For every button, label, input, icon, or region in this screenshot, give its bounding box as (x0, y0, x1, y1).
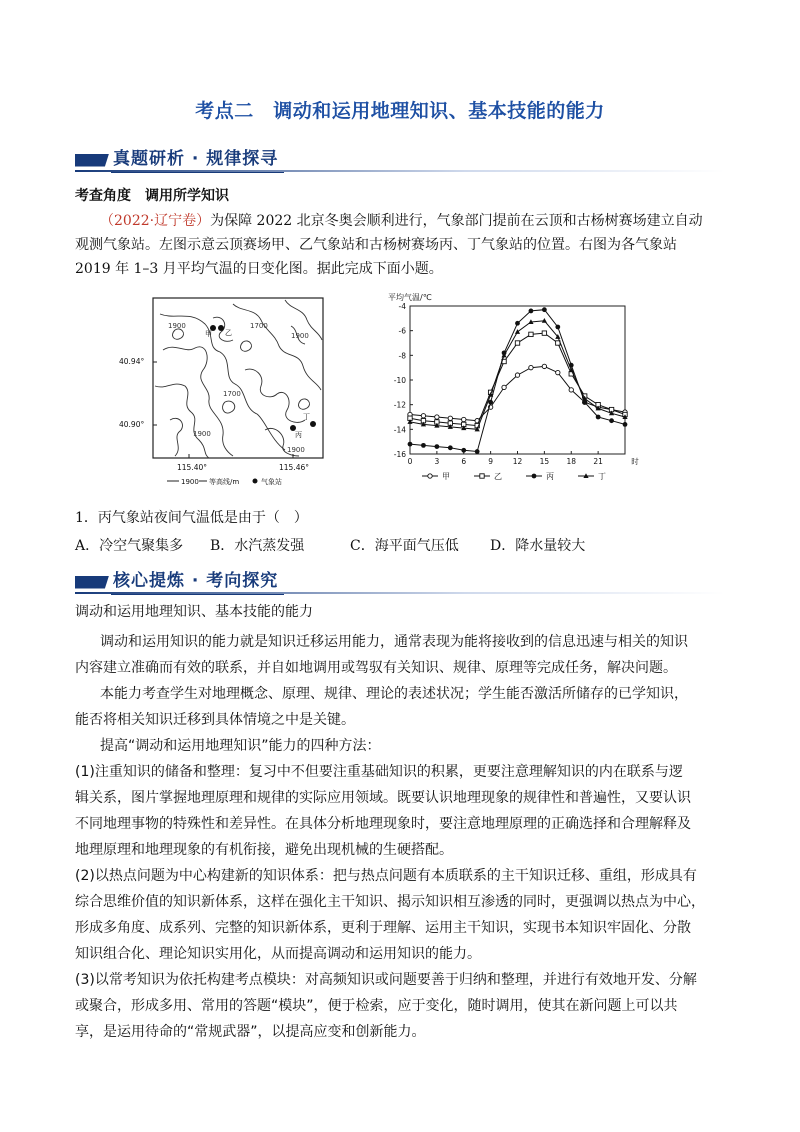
legend-station-text: 气象站 (261, 478, 282, 486)
legend-label: 丁 (598, 472, 606, 481)
data-point (435, 415, 439, 419)
y-tick-label: -16 (393, 450, 406, 459)
data-point (529, 332, 533, 336)
legend-contour-value: 1900 (181, 478, 199, 486)
x-tick-label: 18 (566, 457, 577, 466)
method2-line-2: 综合思维价值的知识新体系，这样在强化主干知识、揭示知识相互渗透的同时，更强调以热点为中心， (75, 894, 705, 910)
para3: 提高“调动和运用地理知识”能力的四种方法： (100, 738, 381, 754)
method1-line-1: (1)注重知识的储备和整理：复习中不但要注重基础知识的积累，更要注意理解知识的内在联系与逻 (75, 764, 683, 780)
contour-label: 1700 (223, 390, 241, 398)
para1-line-1: 调动和运用知识的能力就是知识迁移运用能力，通常表现为能将接收到的信息迅速与相关的知识 (100, 634, 688, 650)
question-stem: 1．丙气象站夜间气温低是由于（ ） (75, 510, 308, 526)
para2-line-2: 能否将相关知识迁移到具体情境之中是关键。 (75, 712, 355, 728)
data-point (529, 309, 534, 314)
method2-line-3: 形成多角度、成系列、完整的知识新体系，更利于理解、运用主干知识，实现书本知识牢固化、分散 (75, 920, 691, 936)
data-point (515, 329, 520, 334)
legend-label: 甲 (442, 472, 450, 481)
method1-line-2: 辑关系，图片掌握地理原理和规律的实际应用领域。既要认识地理现象的规律性和普遍性，又要认识 (75, 790, 691, 806)
section2-subtitle: 调动和运用地理知识、基本技能的能力 (75, 604, 313, 620)
data-point (515, 373, 519, 377)
data-point (502, 385, 506, 389)
data-point (515, 341, 519, 345)
data-point (582, 400, 587, 405)
y-tick-label: -4 (398, 302, 406, 311)
data-point (488, 400, 493, 405)
station-yi-marker (218, 325, 224, 331)
data-point (448, 445, 453, 450)
exam-angle: 考查角度 调用所学知识 (75, 188, 229, 204)
contour-label: 1700 (250, 322, 268, 330)
data-point (408, 442, 413, 447)
data-point (421, 414, 425, 418)
station-bing-label: 丙 (295, 431, 302, 439)
section-bar-decoration (75, 576, 109, 589)
station-ding-label: 丁 (303, 413, 310, 421)
data-point (448, 416, 452, 420)
method2-line-1: (2)以热点问题为中心构建新的知识体系：把与热点问题有本质联系的主干知识迁移、重组，形成具有 (75, 868, 697, 884)
y-tick-label: -14 (393, 425, 406, 435)
chart-frame (410, 306, 625, 454)
data-point (529, 365, 533, 369)
x-tick-label: 3 (434, 457, 440, 466)
method3-line-1: (3)以常考知识为依托构建考点模块：对高频知识或问题要善于归纳和整理，并进行有效地开发、分解 (75, 972, 697, 988)
x-tick-label: 15 (539, 457, 550, 466)
station-ding-marker (310, 421, 316, 427)
data-point (461, 448, 466, 453)
data-point (475, 449, 480, 454)
temperature-chart (380, 288, 640, 494)
data-point (569, 388, 573, 392)
section-divider (75, 170, 725, 172)
data-point (623, 422, 628, 427)
chart-legend (422, 472, 606, 481)
y-tick-label: -8 (398, 351, 406, 361)
legend-marker (428, 474, 432, 478)
data-point (542, 364, 546, 368)
option-b: B．水汽蒸发强 (210, 538, 305, 554)
intro-line-2: 观测气象站。左图示意云顶赛场甲、乙气象站和古杨树赛场丙、丁气象站的位置。右图为各气象站 (75, 237, 677, 253)
lat-label: 40.90° (119, 420, 145, 429)
option-c: C．海平面气压低 (350, 538, 459, 554)
station-jia-label: 甲 (205, 330, 212, 338)
intro-line-3: 2019 年 1–3 月平均气温的日变化图。据此完成下面小题。 (75, 261, 443, 277)
data-point (542, 331, 546, 335)
legend-label: 乙 (494, 472, 502, 481)
data-point (421, 443, 426, 448)
data-point (609, 418, 614, 423)
legend-station-marker (253, 479, 258, 484)
para1-line-2: 内容建立准确而有效的联系，并自如地调用或驾驭有关知识、规律、原理等完成任务，解决问题。 (75, 660, 677, 676)
legend-marker (480, 474, 484, 478)
station-yi-label: 乙 (225, 329, 232, 337)
method1-line-3: 不同地理事物的特殊性和差异性。在具体分析地理现象时，要注意地理原理的正确选择和合理解释及 (75, 816, 691, 832)
data-point (556, 370, 560, 374)
section-heading-label: 核心提炼 · 考向探究 (111, 570, 284, 595)
legend-contour-text: 等高线/m (209, 478, 240, 486)
chart-ylabel: 平均气温/℃ (388, 293, 432, 302)
topographic-map (115, 290, 345, 490)
data-point (555, 325, 560, 330)
x-tick-label: 6 (461, 457, 467, 466)
x-tick-label: 时 (631, 457, 639, 466)
intro-line-1 (100, 211, 703, 231)
question-source: （2022·辽宁卷） (100, 213, 211, 229)
section-heading-label: 真题研析 · 规律探寻 (111, 148, 284, 173)
y-tick-label: -10 (393, 376, 406, 385)
contour-label: 1900 (287, 446, 305, 454)
y-tick-label: -12 (393, 400, 406, 410)
lon-label: 115.40° (177, 463, 207, 472)
data-point (596, 415, 601, 420)
contour-label: 1900 (168, 322, 186, 330)
lon-label: 115.46° (279, 463, 309, 472)
x-tick-label: 9 (488, 457, 494, 466)
data-point (515, 321, 520, 326)
para2-line-1: 本能力考查学生对地理概念、原理、规律、理论的表述状况；学生能否激活所储存的已学知识， (100, 686, 688, 702)
data-point (434, 444, 439, 449)
intro-text-1: 为保障 2022 北京冬奥会顺利进行，气象部门提前在云顶和古杨树赛场建立自动 (210, 213, 703, 229)
section-bar-decoration (75, 154, 109, 167)
contour-label: 1900 (291, 332, 309, 340)
y-tick-label: -6 (398, 326, 406, 336)
option-d: D．降水量较大 (490, 538, 586, 554)
x-axis (408, 451, 640, 466)
method3-line-3: 享，是运用待命的“常规武器”，以提高应变和创新能力。 (75, 1024, 426, 1040)
lat-label: 40.94° (119, 357, 145, 366)
section-heading-core (75, 570, 284, 594)
data-point (542, 318, 547, 323)
method2-line-4: 知识组合化、理论知识实用化，从而提高调动和运用知识的能力。 (75, 946, 481, 962)
x-tick-label: 12 (512, 457, 523, 466)
legend-marker (532, 474, 537, 479)
page-title: 考点二 调动和运用地理知识、基本技能的能力 (195, 100, 605, 122)
contour-label: 1900 (193, 430, 211, 438)
option-a: A．冷空气聚集多 (75, 538, 184, 554)
data-point (542, 307, 547, 312)
data-point (462, 417, 466, 421)
method3-line-2: 或聚合，形成多用、常用的答题“模块”，便于检索，应于变化，随时调用，使其在新问题上可以共 (75, 998, 678, 1014)
x-tick-label: 0 (407, 457, 413, 466)
section-heading-analysis (75, 148, 284, 172)
method1-line-4: 地理原理和地理现象的有机衔接，避免出现机械的生硬搭配。 (75, 842, 453, 858)
x-tick-label: 21 (593, 457, 603, 466)
series-layer (407, 307, 627, 454)
section-divider (75, 592, 725, 594)
legend-label: 丙 (546, 472, 554, 481)
